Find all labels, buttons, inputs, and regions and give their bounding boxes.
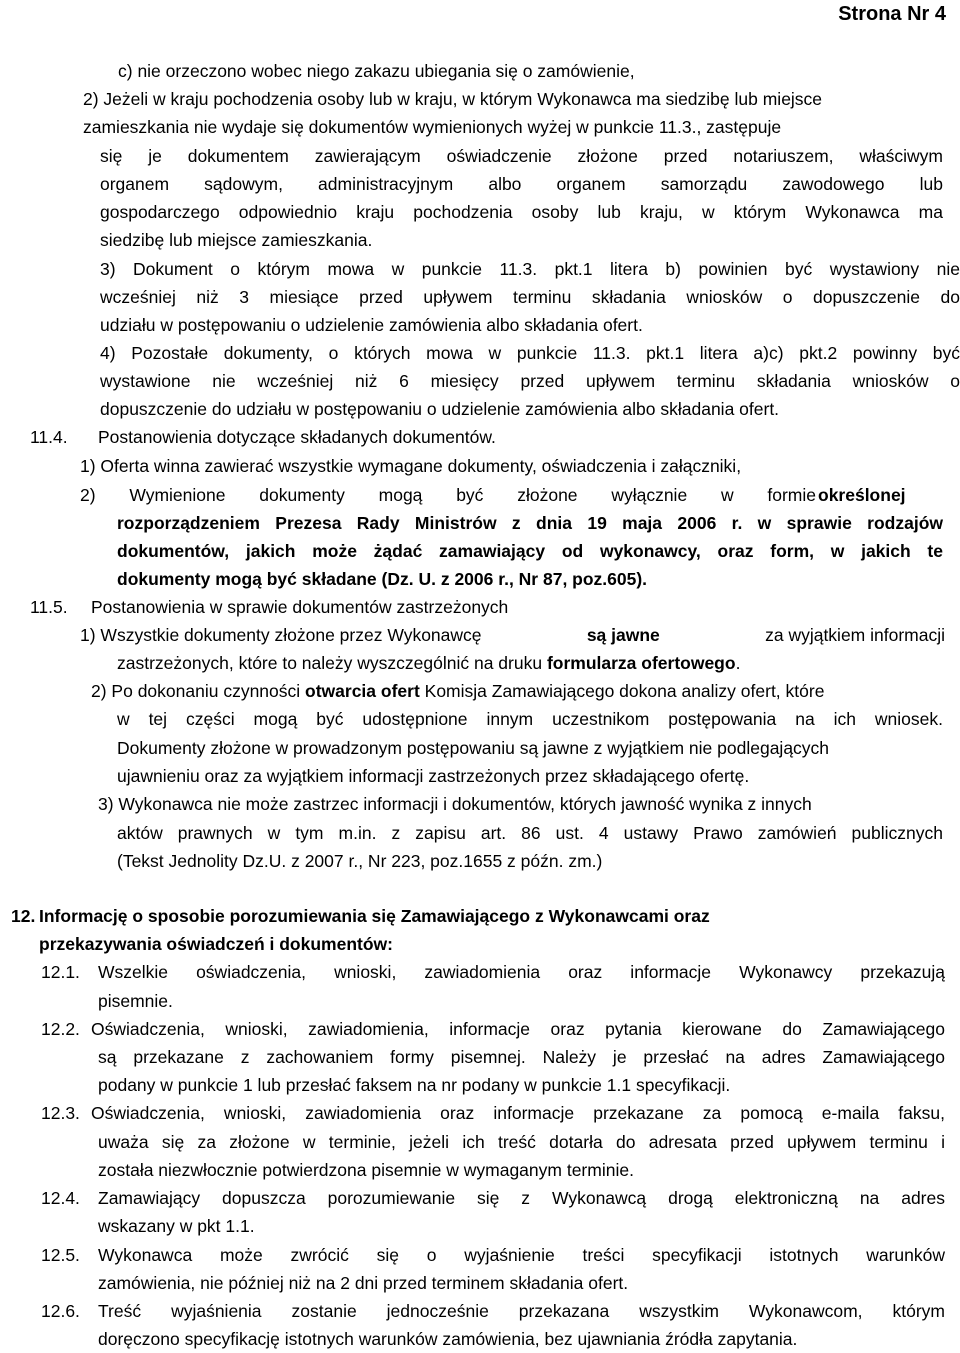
item-2-bold-text: określonej [818,485,906,505]
item-number: 12.3. [41,1103,80,1123]
item-2-bold-line: dokumenty mogą być składane (Dz. U. z 2006 r., Nr 87, poz.605). [117,569,648,589]
item-line: doręczono specyfikację istotnych warunków zamówienia, bez ujawniania źródła zapytania. [98,1329,798,1349]
item-3-line: wcześniej niż 3 miesiące przed upływem terminu składania wniosków o dopuszczenie do [100,287,960,307]
item-line: Treść wyjaśnienia zostanie jednocześnie przekazana wszystkim Wykonawcom, którym [98,1301,945,1321]
item-1-text: zastrzeżonych, które to należy wyszczególnić na druku [117,653,543,673]
item-1-text: 1) Wszystkie dokumenty złożone przez Wykonawcę [80,625,482,645]
item-2-bold-line: rozporządzeniem Prezesa Rady Ministrów z dnia 19 maja 2006 r. w sprawie rodzajów [117,513,943,533]
item-line: Zamawiający dopuszcza porozumiewanie się z Wykonawcą drogą elektroniczną na adres [98,1188,945,1208]
item-2-line: zamieszkania nie wydaje się dokumentów wymienionych wyżej w punkcie 11.3., zastępuje [83,117,782,137]
item-2-text-tail: Komisja Zamawiającego dokona analizy ofert, które [424,681,825,701]
item-1-text-tail: za wyjątkiem informacji [765,625,945,645]
item-line: pisemnie. [98,991,173,1011]
item-2-line: ujawnieniu oraz za wyjątkiem informacji zastrzeżonych przez składającego ofertę. [117,766,750,786]
page-number-label: Strona Nr 4 [838,3,946,25]
item-c-text: c) nie orzeczono wobec niego zakazu ubiegania się o zamówienie, [118,61,635,81]
section-number: 11.5. [30,597,68,617]
item-2-bold-line: dokumentów, jakich może żądać zamawiający od wykonawcy, oraz form, w jakich te [117,541,943,561]
item-1-line [80,624,945,646]
item-line: uważa się za złożone w terminie, jeżeli ich treść dotarła do adresata przed upływem terminu i [98,1132,945,1152]
section-number: 11.4. [30,427,68,447]
item-4-line: wystawione nie wcześniej niż 6 miesięcy przed upływem terminu składania wniosków o [100,371,960,391]
item-line: Oświadczenia, wnioski, zawiadomienia, informacje oraz pytania kierowane do Zamawiającego [91,1019,945,1039]
item-3-line: 3) Dokument o którym mowa w punkcie 11.3. pkt.1 litera b) powinien być wystawiony nie [100,259,960,279]
item-2-line [91,680,824,702]
item-2-line: siedzibę lub miejsce zamieszkania. [100,230,373,250]
item-3-line: aktów prawnych w tym m.in. z zapisu art. 86 ust. 4 ustawy Prawo zamówień publicznych [117,823,943,843]
section-12-title: Informację o sposobie porozumiewania się Zamawiającego z Wykonawcami oraz [39,906,710,926]
item-line: Wszelkie oświadczenia, wnioski, zawiadomienia oraz informacje Wykonawcy przekazują [98,962,945,982]
item-number: 12.4. [41,1188,80,1208]
item-2-line: Dokumenty złożone w prowadzonym postępowaniu są jawne z wyjątkiem nie podlegających [117,738,830,758]
item-number: 12.6. [41,1301,80,1321]
item-line: zamówienia, nie później niż na 2 dni przed terminem składania ofert. [98,1273,629,1293]
item-line: podany w punkcie 1 lub przesłać faksem na nr podany w punkcie 1.1 specyfikacji. [98,1075,731,1095]
item-2-line: się je dokumentem zawierającym oświadczenie złożone przed notariuszem, właściwym [100,146,943,166]
item-4-line: dopuszczenie do udziału w postępowaniu o udzielenie zamówienia albo składania ofert. [100,399,780,419]
item-number: 12.1. [41,962,80,982]
item-3-line: udziału w postępowaniu o udzielenie zamówienia albo składania ofert. [100,315,643,335]
item-2-text: 2) Po dokonaniu czynności [91,681,301,701]
item-line: Oświadczenia, wnioski, zawiadomienia oraz informacje przekazane za pomocą e-maila faksu, [91,1103,945,1123]
item-4-line: 4) Pozostałe dokumenty, o których mowa w punkcie 11.3. pkt.1 litera a)c) pkt.2 powinny być [100,343,960,363]
item-1-text-tail: . [735,653,741,673]
item-2-line: organem sądowym, administracyjnym albo organem samorządu zawodowego lub [100,174,943,194]
item-2-line: 2) Wymienione dokumenty mogą być złożone wyłącznie w formie [80,485,816,505]
section-title: Postanowienia dotyczące składanych dokumentów. [98,427,496,447]
section-12-number: 12. [11,906,36,926]
item-number: 12.2. [41,1019,80,1039]
item-line: wskazany w pkt 1.1. [98,1216,255,1236]
section-title: Postanowienia w sprawie dokumentów zastrzeżonych [91,597,509,617]
item-2-line: gospodarczego odpowiednio kraju pochodzenia osoby lub kraju, w którym Wykonawca ma [100,202,943,222]
item-3-line: (Tekst Jednolity Dz.U. z 2007 r., Nr 223, poz.1655 z późn. zm.) [117,851,603,871]
item-1-line [117,652,740,674]
item-1-text: 1) Oferta winna zawierać wszystkie wymagane dokumenty, oświadczenia i załączniki, [80,456,742,476]
item-2-line: w tej części mogą być udostępnione innym uczestnikom postępowania na ich wniosek. [117,709,943,729]
item-line: została niezwłocznie potwierdzona pisemnie w wymaganym terminie. [98,1160,634,1180]
item-1-bold-text: formularza ofertowego [546,653,736,673]
item-2-line: 2) Jeżeli w kraju pochodzenia osoby lub w kraju, w którym Wykonawca ma siedzibę lub miejsce [83,89,823,109]
item-1-bold-text: są jawne [586,625,660,645]
item-3-line: 3) Wykonawca nie może zastrzec informacji i dokumentów, których jawność wynika z innych [98,794,812,814]
item-line: są przekazane z zachowaniem formy pisemnej. Należy je przesłać na adres Zamawiającego [98,1047,945,1067]
section-12-title: przekazywania oświadczeń i dokumentów: [39,934,393,954]
item-number: 12.5. [41,1245,80,1265]
item-line: Wykonawca może zwrócić się o wyjaśnienie treści specyfikacji istotnych warunków [98,1245,945,1265]
item-2-bold-text: otwarcia ofert [305,681,420,701]
